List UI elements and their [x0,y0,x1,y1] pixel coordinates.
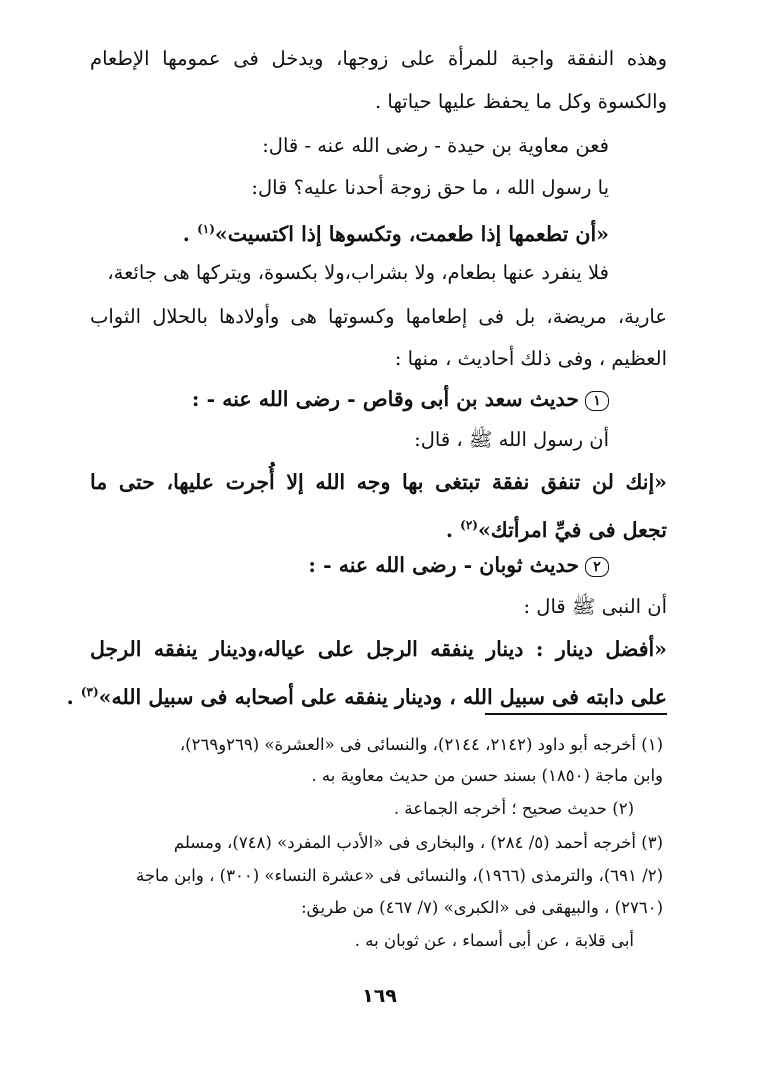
footnote-line: (٢) حديث صحيح ؛ أخرجه الجماعة . [393,799,634,818]
hadith-line: «إنك لن تنفق نفقة تبتغى بها وجه الله إلا أُجرت عليها، حتى ما [90,470,667,494]
number-badge: ١ [585,391,609,411]
footnote-line: (٣) أخرجه أحمد (٥/ ٢٨٤) ، والبخارى فى «الأدب المفرد» (٧٤٨)، ومسلم [173,833,663,852]
paragraph-line: عارية، مريضة، بل فى إطعامها وكسوتها هى وأولادها بالحلال الثواب [90,305,667,328]
hadith-line: «أن تطعمها إذا طعمت، وتكسوها إذا اكتسيت» [214,221,609,246]
hadith-end: . [182,221,198,246]
paragraph-line: يا رسول الله ، ما حق زوجة أحدنا عليه؟ قال: [251,176,609,199]
paragraph-line: فعن معاوية بن حيدة - رضى الله عنه - قال: [262,134,609,157]
footnote-marker: (٢) [460,518,478,532]
heading-text: حديث ثوبان - رضى الله عنه - : [308,553,579,577]
footnote-marker: (١) [197,222,215,236]
hadith-text [66,677,667,712]
paragraph-line: فلا ينفرد عنها بطعام، ولا بشراب،ولا بكسوة، ويتركها هى جائعة، [107,261,609,284]
hadith-end: . [66,684,81,709]
paragraph-line: والكسوة وكل ما يحفظ عليها حياتها . [374,90,667,113]
footnote-line: (١) أخرجه أبو داود (٢١٤٢، ٢١٤٤)، والنسائى فى «العشرة» (٢٦٩و٢٦٩)، [179,735,663,754]
number-badge: ٢ [585,557,609,577]
hadith-line: «أفضل دينار : دينار ينفقه الرجل على عياله،ودينار ينفقه الرجل [90,637,667,661]
hadith-text [90,510,667,545]
footnote-line: أبى قلابة ، عن أبى أسماء ، عن ثوبان به . [354,931,634,950]
section-heading [90,384,609,414]
footnote-divider [485,713,667,715]
page-number: ١٦٩ [362,985,397,1007]
heading-text: حديث سعد بن أبى وقاص - رضى الله عنه - : [191,387,579,411]
footnote-line: وابن ماجة (١٨٥٠) بسند حسن من حديث معاوية به . [311,766,663,785]
footnote-line: (٢٧٦٠) ، والبيهقى فى «الكبرى» (٧/ ٤٦٧) من طريق: [301,898,663,917]
footnote-line: (٢/ ٦٩١)، والترمذى (١٩٦٦)، والنسائى فى «عشرة النساء» (٣٠٠) ، وابن ماجة [136,866,663,885]
hadith-line: تجعل فى فيِّ امرأتك» [477,517,667,542]
hadith-line: على دابته فى سبيل الله ، ودينار ينفقه على أصحابه فى سبيل الله» [98,684,667,709]
hadith-text [90,214,609,249]
paragraph-line: أن رسول الله ﷺ ، قال: [414,428,609,451]
paragraph-line: وهذه النفقة واجبة للمرأة على زوجها، ويدخل فى عمومها الإطعام [90,47,667,70]
section-heading [90,550,609,580]
paragraph-line: أن النبى ﷺ قال : [523,595,667,618]
footnote-marker: (٣) [80,685,99,699]
hadith-end: . [445,517,461,542]
paragraph-line: العظيم ، وفى ذلك أحاديث ، منها : [394,347,667,370]
